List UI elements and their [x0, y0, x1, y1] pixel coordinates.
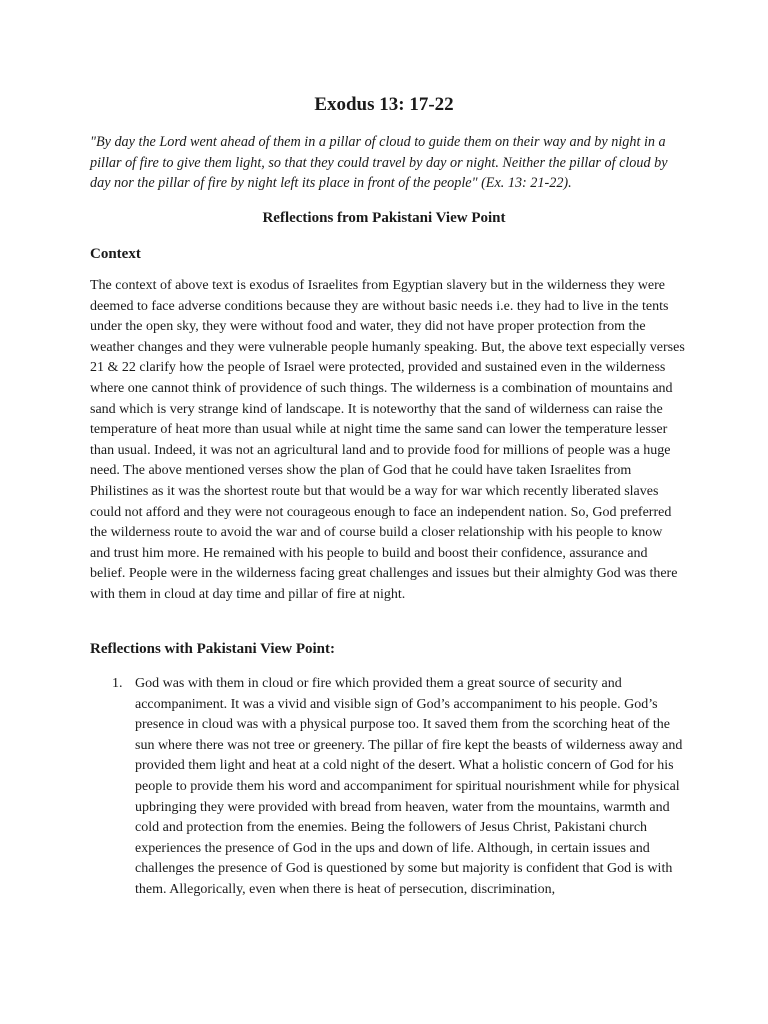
context-paragraph: The context of above text is exodus of Israelites from Egyptian slavery but in the wilderness they were deemed to face adverse conditions because they are without basic needs i.e. they had to live in the tents under the open sky, they were without food and water, they did not have proper protection from the weather changes and they were vulnerable people humanly speaking. But, the above text especially verses 21 & 22 clarify how the people of Israel were protected, provided and sustained even in the wilderness where one cannot think of providence of such things. The wilderness is a combination of mountains and sand which is very strange kind of landscape. It is noteworthy that the sand of wilderness can raise the temperature of heat more than usual while at night time the same sand can lower the temperature lesser than usual. Indeed, it was not an agricultural land and to provide food for millions of people was a huge need. The above mentioned verses show the plan of God that he could have taken Israelites from Philistines as it was the shortest route but that would be a way for war which recently liberated slaves could not afford and they were not courageous enough to face an independent nation. So, God preferred the wilderness route to avoid the war and of course build a closer relationship with his people to know and trust him more. He remained with his people to build and boost their confidence, assurance and belief. People were in the wilderness facing great challenges and issues but their almighty God was there with them in cloud at day time and pillar of fire at night. [90, 278, 685, 602]
reflections-list [90, 674, 686, 901]
scripture-quote: "By day the Lord went ahead of them in a pillar of cloud to guide them on their way and by night in a pillar of fire to give them light, so that they could travel by day or night. Neither the pillar of cloud by day nor the pillar of fire by night left its place in front of the people" (Ex. 13: 21-22). [90, 134, 668, 192]
document-title: Exodus 13: 17-22 [314, 94, 454, 115]
context-heading: Context [90, 246, 141, 262]
list-item-text: God was with them in cloud or fire which provided them a great source of security and accompaniment. It was a vivid and visible sign of God’s accompaniment to his people. God’s presence in cloud was with a physical purpose too. It saved them from the scorching heat of the sun where there was not tree or greenery. The pillar of fire kept the beasts of wilderness away and provided them light and heat at a cold night of the desert. What a holistic concern of God for his people to provide them his word and accompaniment for spiritual nourishment while for physical upbringing they were provided with bread from heaven, water from the mountains, warmth and cold and protection from the enemies. Being the followers of Jesus Christ, Pakistani church experiences the presence of God in the ups and down of life. Although, in certain issues and challenges the presence of God is questioned by some but majority is confident that God is with them. Allegorically, even when there is heat of persecution, discrimination, [135, 676, 683, 897]
list-item [90, 674, 686, 901]
list-item-number: 1. [112, 676, 123, 691]
document-subtitle: Reflections from Pakistani View Point [262, 210, 506, 226]
reflections-heading: Reflections with Pakistani View Point: [90, 641, 335, 657]
